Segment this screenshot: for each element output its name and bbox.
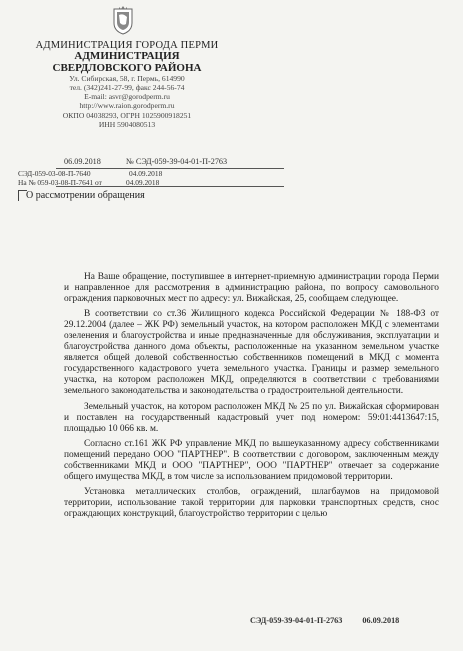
okpo-ogrn: ОКПО 04038293, ОГРН 1025900918251 [62,110,192,120]
footer-number: СЭД-059-39-04-01-П-2763 [250,616,343,625]
address: Ул. Сибирская, 58, г. Пермь, 614990 [69,74,185,84]
reply-to-date: 04.09.2018 [126,178,160,187]
paragraph: На Ваше обращение, поступившее в интернет-приемную администрации города Перми и направленное для рассмотрения в администрацию района, по вопросу самовольного ограждения парковочных мест по адресу: ул. Вижайская, 25, сообщаем следующее. [64,272,439,305]
ref-date: 04.09.2018 [129,169,163,178]
district-title: СВЕРДЛОВСКОГО РАЙОНА [52,61,202,74]
subject-text: О рассмотрении обращения [26,190,145,201]
phone: тел. (342)241-27-99, факс 244-56-74 [69,83,185,93]
paragraph: Установка металлических столбов, ограждений, шлагбаумов на придомовой территории, использование такой территории для парковки транспортных средств, снос ограждающих конструкций, благоустройство территории с целью [64,486,439,519]
administration-title: АДМИНИСТРАЦИЯ [74,50,180,63]
letter-body [64,272,439,524]
paragraph: Земельный участок, на котором расположен МКД № 25 по ул. Вижайская сформирован и поставлен на государственный кадастровый учет под номером: 59:01:4413647:15, площадью 10 066 кв. м. [64,401,439,434]
document-date: 06.09.2018 [64,157,101,166]
document-number: № СЭД-059-39-04-01-П-2763 [126,157,228,166]
footer-date: 06.09.2018 [362,616,400,625]
perm-coat-of-arms-icon [110,4,136,36]
sender-header [22,40,232,129]
paragraph: В соответствии со ст.36 Жилищного кодекса Российской Федерации № 188-ФЗ от 29.12.2004 (далее – ЖК РФ) земельный участок, на котором расположен МКД с элементами озеленения и благоустройства и иные предназначенные для обслуживания, эксплуатации и благоустройства данного дома объекты, расположенные на указанном земельном участке является общей долевой собственностью собственников помещений в МКД с момента государственного кадастрового учета земельного участка. Границы и размер земельного участка, на котором расположен МКД, определяются в соответствии с требованиями земельного законодательства и законодательства о градостроительной деятельности. [64,309,439,397]
city-administration-title: АДМИНИСТРАЦИЯ ГОРОДА ПЕРМИ [35,40,219,51]
paragraph: Согласно ст.161 ЖК РФ управление МКД по вышеуказанному адресу собственниками помещений передано ООО "ПАРТНЕР". В соответствии с договором, заключенным между собственниками МКД и ООО "ПАРТНЕР", ООО "ПАРТНЕР" отвечает за содержание общего имущества МКД, в том числе за использованием придомовой территории. [64,438,439,482]
footer-registration [250,616,399,625]
divider [56,186,284,187]
inn: ИНН 5904080513 [98,119,156,129]
reply-to-number: На № 059-03-08-П-7641 от [18,178,102,187]
email: E-mail: asvr@gorodperm.ru [84,92,170,102]
website: http://www.raion.gorodperm.ru [79,101,175,111]
ref-number: СЭД-059-03-08-П-7640 [18,169,91,178]
